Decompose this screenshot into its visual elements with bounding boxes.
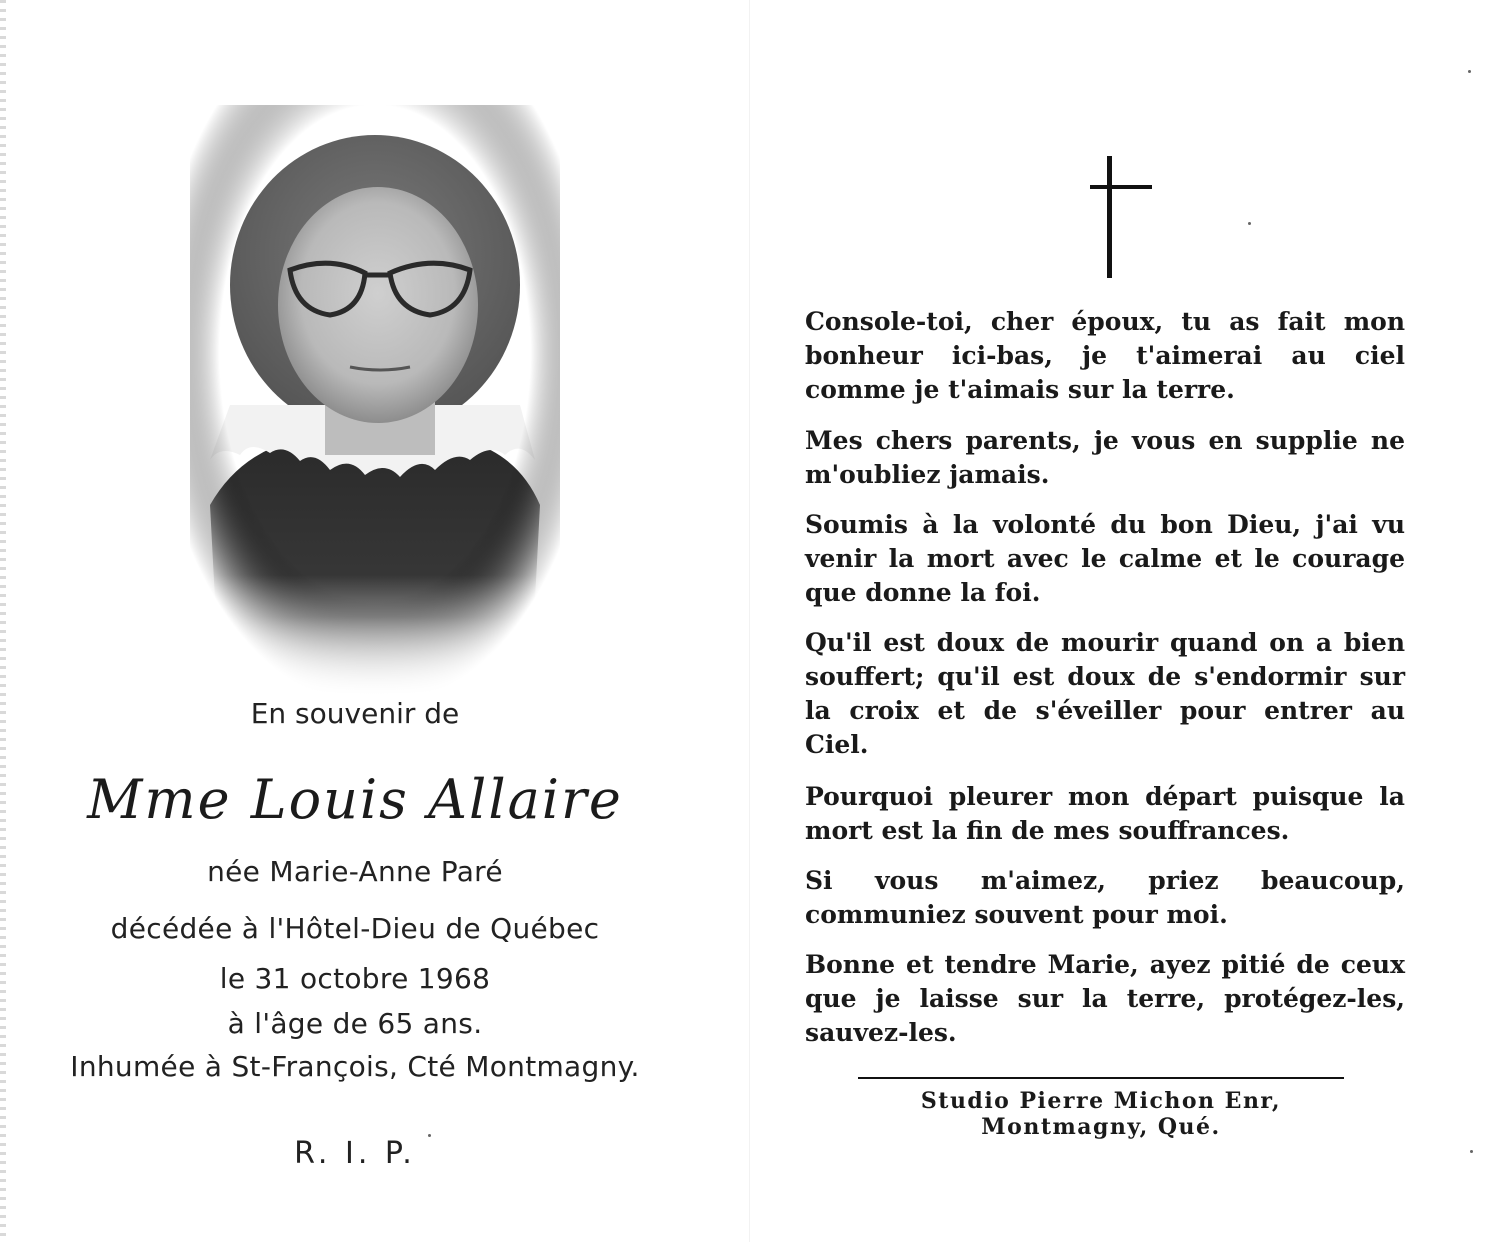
- age-at-death: à l'âge de 65 ans.: [227, 1007, 483, 1040]
- death-date: le 31 octobre 1968: [219, 962, 491, 995]
- rip-text: R. I. P.: [294, 1136, 416, 1171]
- burial-place: Inhumée à St-François, Cté Montmagny.: [70, 1050, 640, 1083]
- studio-divider: [858, 1077, 1344, 1079]
- verse-3: Soumis à la volonté du bon Dieu, j'ai vu venir la mort avec le calme et le courage que donne la foi.: [805, 510, 1405, 607]
- deceased-name: Mme Louis Allaire: [87, 768, 623, 831]
- verse-1: Console-toi, cher époux, tu as fait mon bonheur ici-bas, je t'aimerai au ciel comme je t'aimais sur la terre.: [805, 307, 1405, 404]
- speck: [428, 1134, 431, 1137]
- death-place: décédée à l'Hôtel-Dieu de Québec: [110, 912, 600, 945]
- verse-6: Si vous m'aimez, priez beaucoup, communiez souvent pour moi.: [805, 866, 1405, 929]
- cross-icon: [1060, 152, 1160, 282]
- verse-5: Pourquoi pleurer mon départ puisque la mort est la fin de mes souffrances.: [805, 782, 1405, 845]
- studio-name: Studio Pierre Michon Enr,: [920, 1088, 1282, 1114]
- verse-7: Bonne et tendre Marie, ayez pitié de ceux que je laisse sur la terre, protégez-les, sauvez-les.: [805, 950, 1405, 1047]
- speck: [1470, 1150, 1473, 1153]
- intro-text: En souvenir de: [250, 697, 460, 730]
- portrait-photo: [190, 105, 560, 695]
- studio-location: Montmagny, Qué.: [981, 1114, 1221, 1140]
- speck: [1248, 222, 1251, 225]
- speck: [1468, 70, 1471, 73]
- verse-2: Mes chers parents, je vous en supplie ne m'oubliez jamais.: [805, 426, 1405, 489]
- verse-4: Qu'il est doux de mourir quand on a bien souffert; qu'il est doux de s'endormir sur la croix et de s'éveiller pour entrer au Ciel.: [805, 628, 1405, 759]
- maiden-name: née Marie-Anne Paré: [207, 855, 503, 888]
